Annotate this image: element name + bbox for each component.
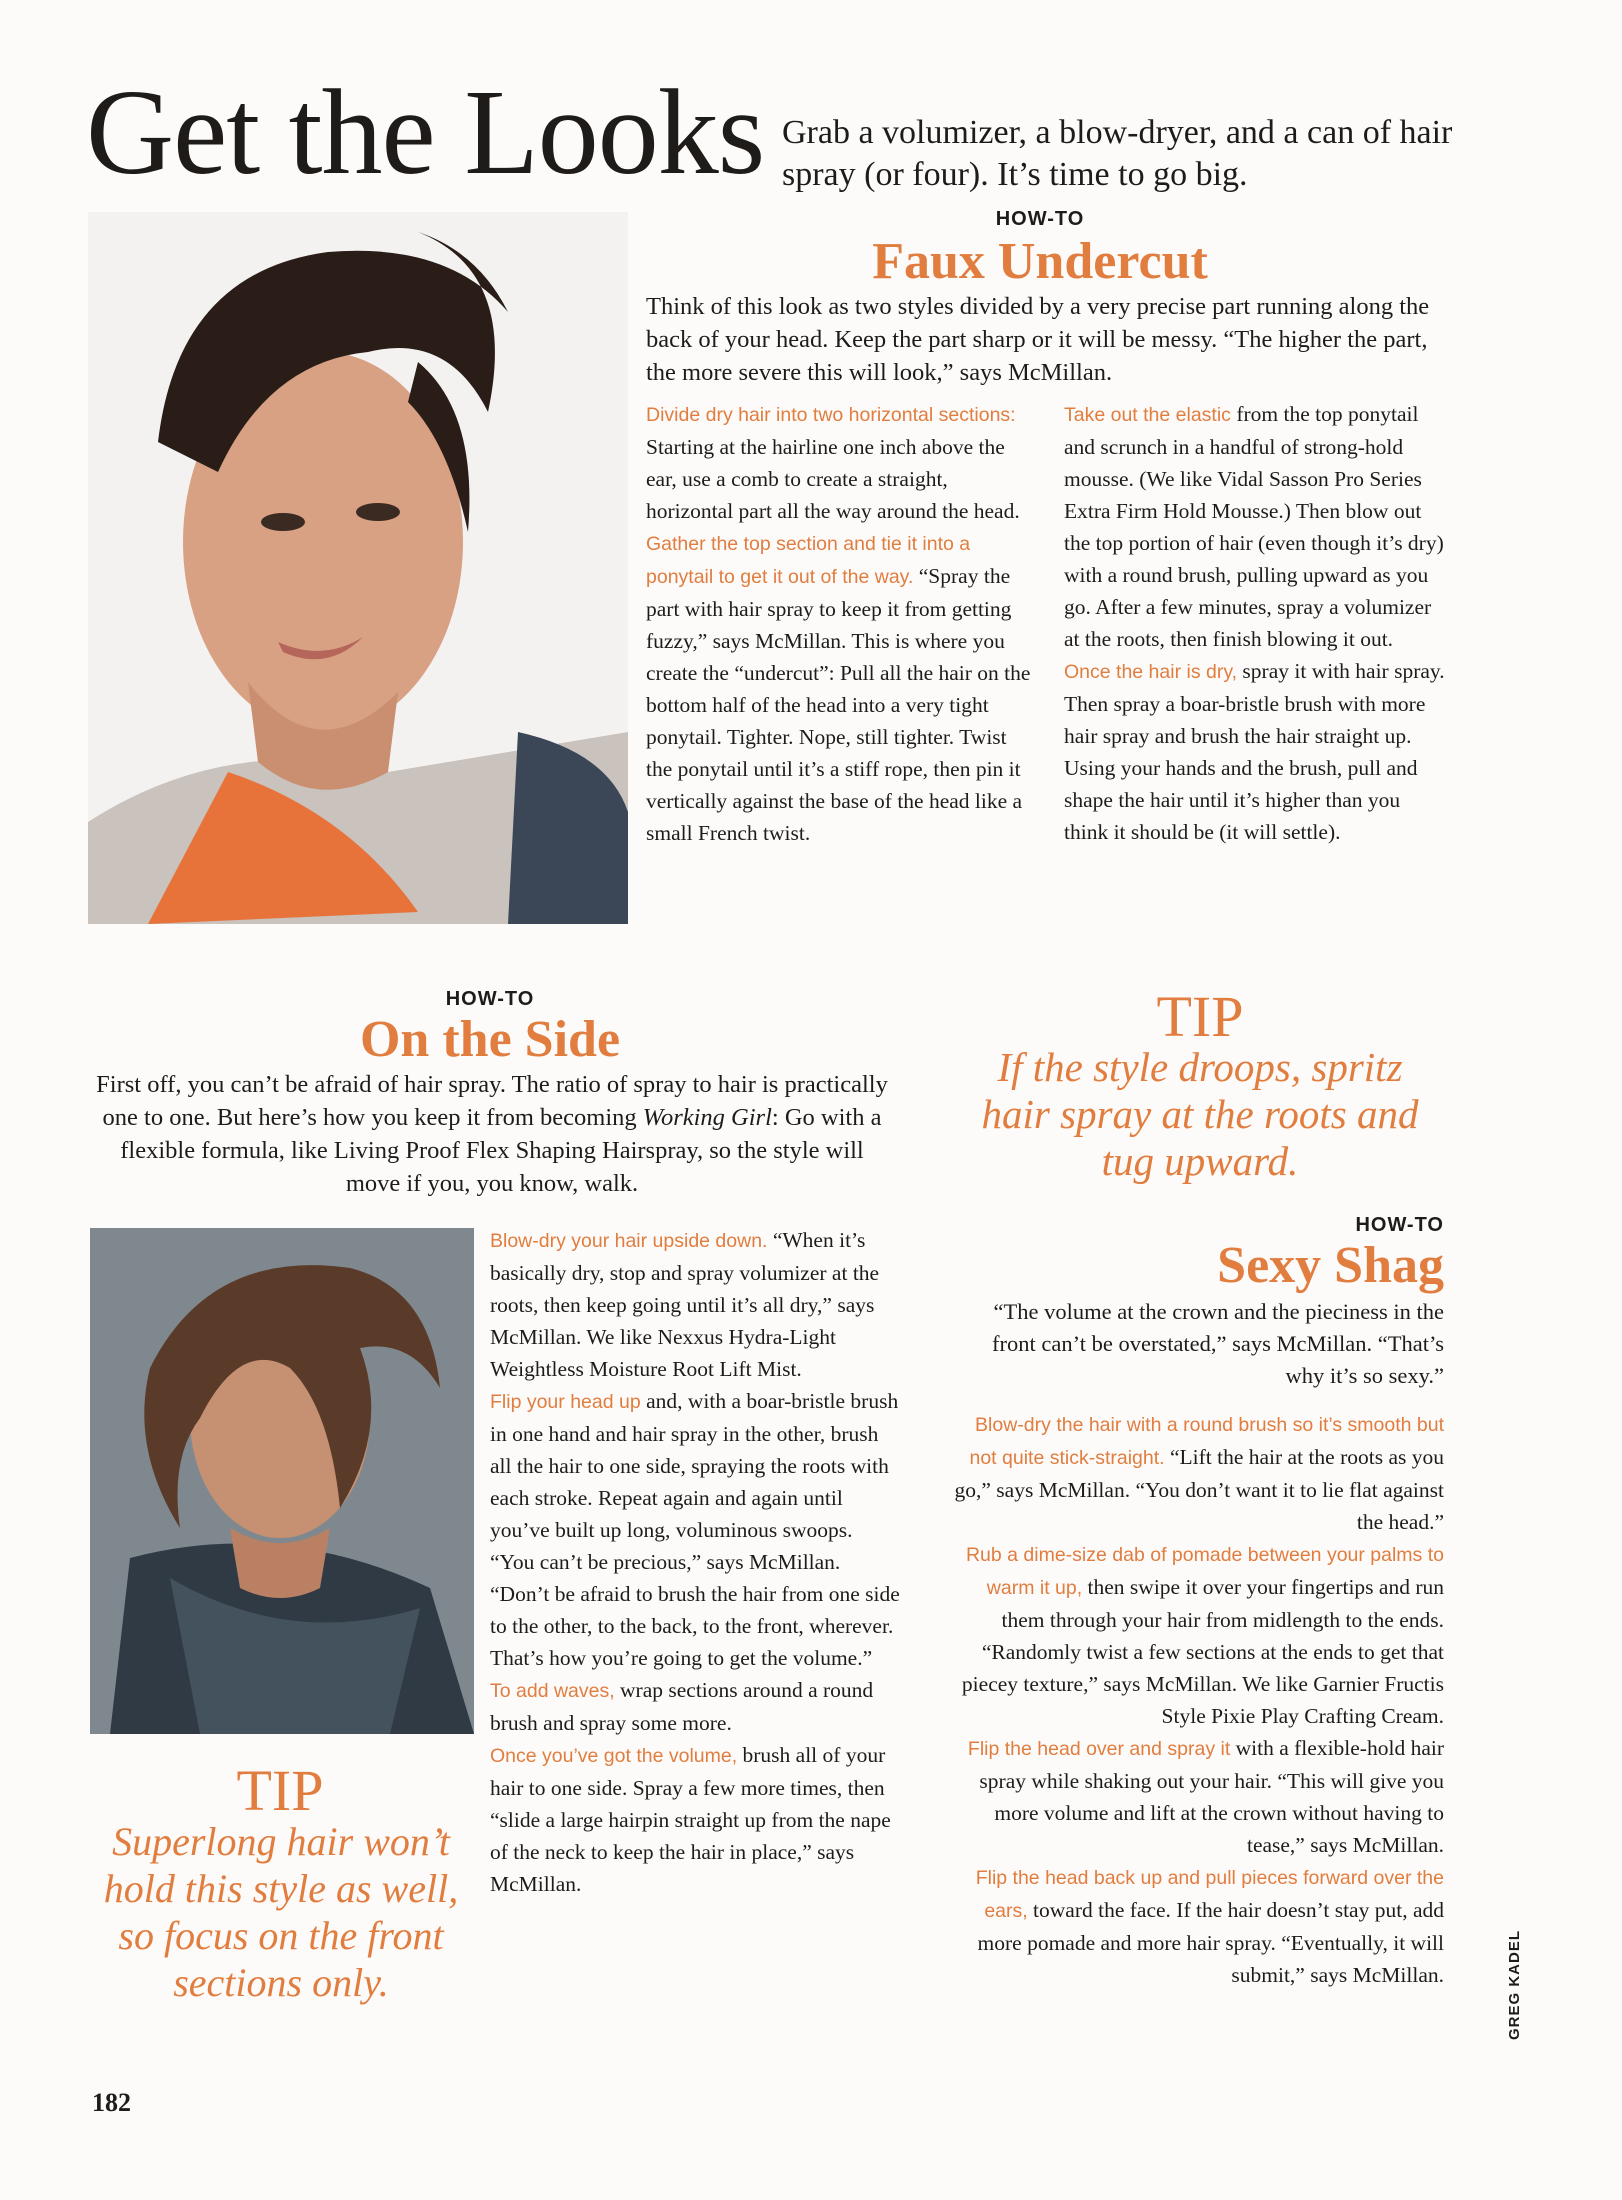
- intro-text: : Go with a flexible formula, like Living Proof Flex Shaping Hairspray, so the style will move if you, you know, walk.: [120, 1104, 882, 1197]
- step-text: from the top ponytail and scrunch in a handful of strong-hold mousse. (We like Vidal Sasson Pro Series Extra Firm Hold Mousse.) Then blow out the top portion of hair (even though it’s dry) with a round brush, pulling upward as you go. After a few minutes, spray a volumizer at the roots, then finish blowing it out.: [1064, 402, 1444, 651]
- on-the-side-step-4: [490, 1739, 902, 1900]
- step-text: “Spray the part with hair spray to keep it from getting fuzzy,” says McMillan. This is where you create the “undercut”: Pull all the hair on the bottom half of the head into a very tight ponytail. Tighter. Nope, still tighter. Twist the ponytail until it’s a stiff rope, then pin it vertically against the base of the head like a small French twist.: [646, 564, 1031, 845]
- step-text: then swipe it over your fingertips and run them through your hair from midlength to the ends. “Randomly twist a few sections at the ends to get that piecey texture,” says McMillan. We like Garnier Fructis Style Pixie Play Crafting Cream.: [961, 1575, 1444, 1728]
- step-text: “When it’s basically dry, stop and spray volumizer at the roots, then keep going until it’s all dry,” says McMillan. We like Nexxus Hydra-Light Weightless Moisture Root Lift Mist.: [490, 1228, 880, 1381]
- intro-text: First off, you can’t be afraid of hair spray. The ratio of spray to hair is practically one to one. But here’s how you keep it from becoming: [96, 1071, 888, 1131]
- step-label: Once the hair is dry,: [1064, 661, 1238, 683]
- step-text: toward the face. If the hair doesn’t stay put, add more pomade and more hair spray. “Eventually, it will submit,” says McMillan.: [977, 1898, 1444, 1987]
- on-the-side-intro: [96, 1068, 888, 1200]
- step-label: To add waves,: [490, 1680, 615, 1702]
- faux-undercut-kicker: HOW-TO: [995, 208, 1085, 230]
- tip-left-title: TIP: [236, 1758, 324, 1823]
- sexy-shag-step-4: [950, 1861, 1444, 1991]
- page-title: Get the Looks: [86, 65, 765, 200]
- page-number: 182: [92, 2088, 131, 2117]
- photo-credit: GREG KADEL: [1506, 1929, 1523, 2040]
- on-the-side-photo: [90, 1228, 474, 1734]
- on-the-side-step-1: [490, 1224, 902, 1385]
- sexy-shag-heading: Sexy Shag: [1217, 1237, 1444, 1294]
- step-text: wrap sections around a round brush and spray some more.: [490, 1678, 874, 1735]
- faux-undercut-step-4: [1064, 655, 1448, 848]
- faux-undercut-step-3: [1064, 398, 1448, 655]
- faux-undercut-column-1: [646, 398, 1038, 849]
- step-label: Rub a dime-size dab of pomade between your palms to warm it up,: [965, 1544, 1444, 1599]
- step-label: Blow-dry the hair with a round brush so it’s smooth but not quite stick-straight.: [969, 1414, 1444, 1469]
- tip-right-body: If the style droops, spritz hair spray at the roots and tug upward.: [981, 1044, 1419, 1184]
- step-text: with a flexible-hold hair spray while shaking out your hair. “This will give you more volume and lift at the crown without having to tease,” says McMillan.: [979, 1736, 1444, 1857]
- step-label: Blow-dry your hair upside down.: [490, 1230, 768, 1252]
- sexy-shag-kicker: HOW-TO: [1355, 1214, 1444, 1236]
- sexy-shag-step-3: [950, 1732, 1444, 1861]
- sexy-shag-step-2: [950, 1538, 1444, 1732]
- step-text: and, with a boar-bristle brush in one hand and hair spray in the other, brush all the hair to one side, spraying the roots with each stroke. Repeat again and again until you’ve built up long, voluminous swoops. “You can’t be precious,” says McMillan. “Don’t be afraid to brush the hair from one side to the other, to the back, to the front, wherever. That’s how you’re going to get the volume.”: [490, 1389, 900, 1670]
- step-label: Divide dry hair into two horizontal sections:: [646, 404, 1016, 426]
- faux-undercut-step-1: [646, 398, 1038, 527]
- sexy-shag-step-1: [950, 1408, 1444, 1538]
- faux-undercut-photo: [88, 212, 628, 924]
- on-the-side-kicker: HOW-TO: [445, 988, 535, 1010]
- on-the-side-step-3: [490, 1674, 902, 1739]
- step-label: Flip your head up: [490, 1391, 641, 1413]
- step-label: Gather the top section and tie it into a ponytail to get it out of the way.: [646, 533, 971, 588]
- sexy-shag-column: [950, 1408, 1444, 1991]
- faux-undercut-step-2: [646, 527, 1038, 849]
- step-text: “Lift the hair at the roots as you go,” says McMillan. “You don’t want it to lie flat against the head.”: [954, 1445, 1444, 1534]
- on-the-side-column: [490, 1224, 902, 1900]
- on-the-side-step-2: [490, 1385, 902, 1674]
- step-text: Starting at the hairline one inch above the ear, use a comb to create a straight, horizontal part all the way around the head.: [646, 435, 1020, 523]
- step-label: Take out the elastic: [1064, 404, 1231, 426]
- step-text: spray it with hair spray. Then spray a boar-bristle brush with more hair spray and brush the hair straight up. Using your hands and the brush, pull and shape the hair until it’s higher than you think it should be (it will settle).: [1064, 659, 1445, 844]
- step-label: Once you’ve got the volume,: [490, 1745, 738, 1767]
- faux-undercut-column-2: [1064, 398, 1448, 848]
- step-label: Flip the head back up and pull pieces forward over the ears,: [975, 1867, 1444, 1922]
- tip-left-body: Superlong hair won’t hold this style as well, so focus on the front sections only.: [103, 1819, 459, 2005]
- sexy-shag-intro: “The volume at the crown and the pieciness in the front can’t be overstated,” says McMillan. “That’s why it’s so sexy.”: [992, 1299, 1444, 1388]
- on-the-side-heading: On the Side: [359, 1011, 621, 1068]
- tip-right-title: TIP: [1156, 984, 1244, 1049]
- page-dek: Grab a volumizer, a blow-dryer, and a can of hair spray (or four). It’s time to go big.: [782, 114, 1453, 193]
- faux-undercut-heading: Faux Undercut: [872, 233, 1208, 290]
- step-text: brush all of your hair to one side. Spray a few more times, then “slide a large hairpin straight up from the nape of the neck to keep the hair in place,” says McMillan.: [490, 1743, 891, 1896]
- faux-undercut-intro: Think of this look as two styles divided by a very precise part running along the back of your head. Keep the part sharp or it will be messy. “The higher the part, the more severe this will look,” says McMillan.: [646, 293, 1430, 386]
- intro-italic: Working Girl: [642, 1104, 772, 1131]
- step-label: Flip the head over and spray it: [967, 1738, 1231, 1760]
